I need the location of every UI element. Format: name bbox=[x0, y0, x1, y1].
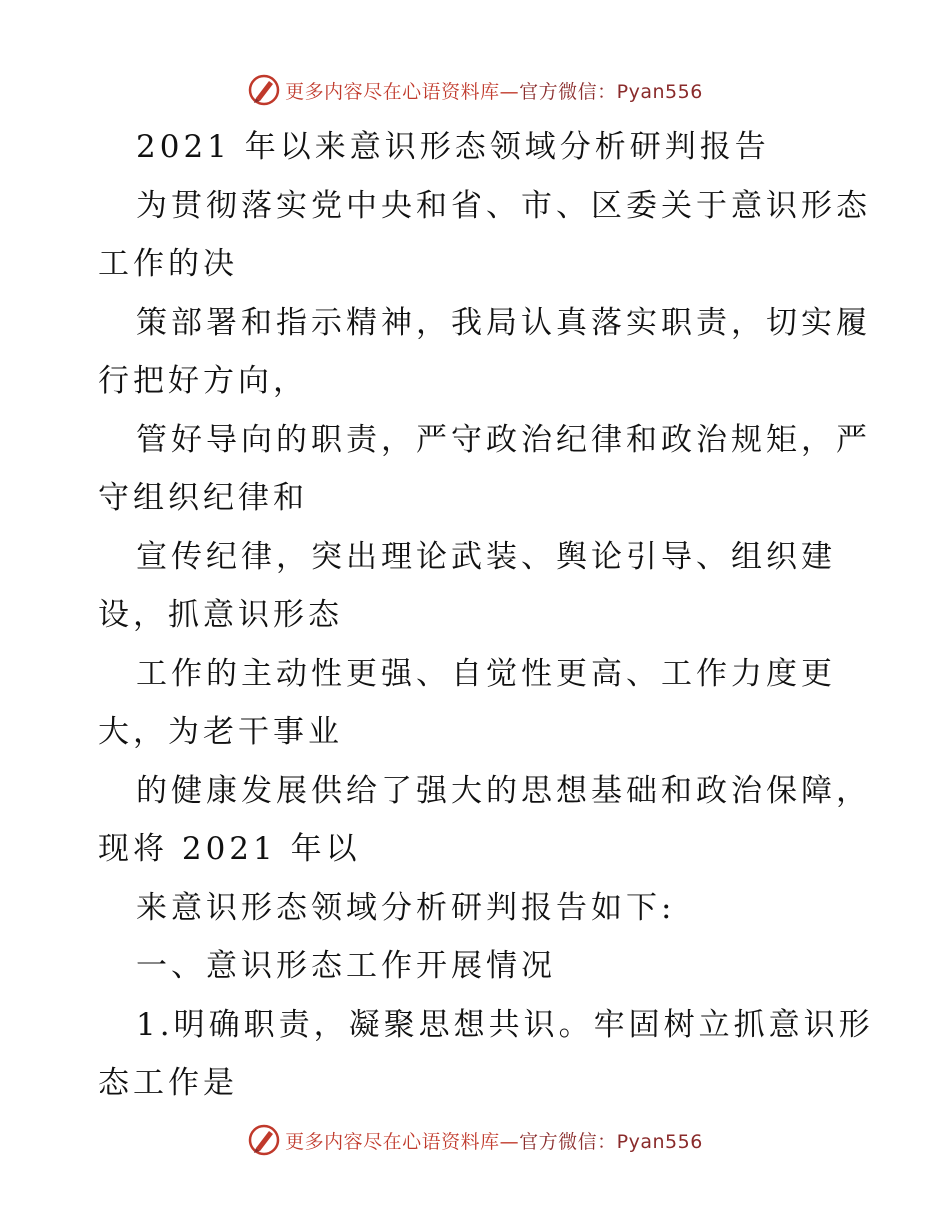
header-contact-text: 官方微信：Pyan556 bbox=[519, 80, 703, 103]
document-line: 现将 2021 年以 bbox=[98, 831, 361, 867]
document-line: 2021 年以来意识形态领域分析研判报告 bbox=[136, 129, 770, 165]
document-line: 来意识形态领域分析研判报告如下: bbox=[136, 889, 676, 926]
document-line: 为贯彻落实党中央和省、市、区委关于意识形态 bbox=[136, 187, 871, 224]
header-banner-text bbox=[285, 77, 703, 104]
document-line: 一、意识形态工作开展情况 bbox=[136, 948, 556, 984]
document-line: 设，抓意识形态 bbox=[98, 597, 343, 633]
document-line: 管好导向的职责，严守政治纪律和政治规矩，严 bbox=[136, 421, 871, 458]
pen-logo-icon bbox=[247, 73, 281, 107]
pen-logo-icon bbox=[247, 1123, 281, 1157]
document-line: 策部署和指示精神，我局认真落实职责，切实履 bbox=[136, 304, 871, 341]
document-line: 行把好方向， bbox=[98, 363, 308, 399]
document-line: 态工作是 bbox=[98, 1065, 238, 1101]
document-line: 的健康发展供给了强大的思想基础和政治保障， bbox=[136, 772, 871, 809]
header-banner bbox=[0, 70, 950, 110]
document-line: 大，为老干事业 bbox=[98, 714, 343, 750]
header-promo-text: 更多内容尽在心语资料库 bbox=[285, 80, 500, 103]
header-separator: — bbox=[499, 80, 520, 103]
document-body bbox=[98, 118, 874, 1113]
footer-banner-text bbox=[285, 1127, 703, 1154]
document-line: 工作的主动性更强、自觉性更高、工作力度更 bbox=[136, 655, 836, 692]
document-line: 工作的决 bbox=[98, 246, 238, 282]
document-line: 宣传纪律，突出理论武装、舆论引导、组织建 bbox=[136, 538, 836, 575]
document-line: 1.明确职责，凝聚思想共识。牢固树立抓意识形 bbox=[136, 1006, 874, 1043]
footer-contact-text: 官方微信：Pyan556 bbox=[519, 1130, 703, 1153]
footer-promo-text: 更多内容尽在心语资料库 bbox=[285, 1130, 500, 1153]
footer-separator: — bbox=[499, 1130, 520, 1153]
footer-banner bbox=[0, 1120, 950, 1160]
document-line: 守组织纪律和 bbox=[98, 480, 308, 516]
